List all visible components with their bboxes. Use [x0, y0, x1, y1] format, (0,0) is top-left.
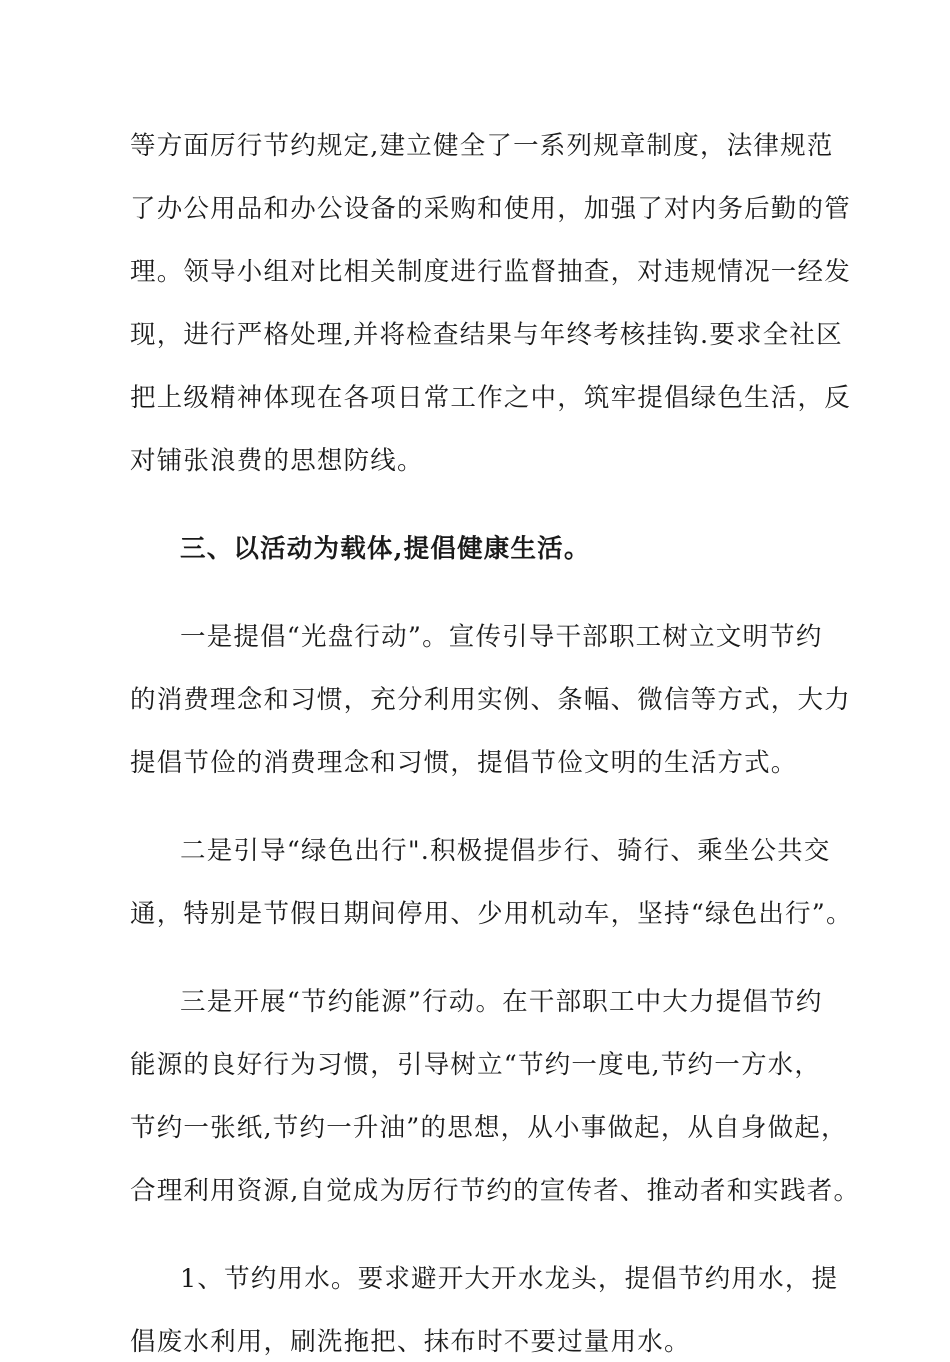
paragraph-line: 三是开展“节约能源”行动。在干部职工中大力提倡节约 [180, 987, 823, 1017]
paragraph-line: 合理利用资源,自觉成为厉行节约的宣传者、推动者和实践者。 [130, 1176, 861, 1206]
paragraph-line: 1、节约用水。要求避开大开水龙头，提倡节约用水，提 [180, 1264, 839, 1294]
paragraph-line: 对铺张浪费的思想防线。 [130, 446, 424, 476]
paragraph-line: 倡废水利用，刷洗拖把、抹布时不要过量用水。 [130, 1327, 691, 1357]
paragraph-line: 节约一张纸,节约一升油”的思想，从小事做起，从自身做起， [130, 1113, 848, 1143]
paragraph-line: 能源的良好行为习惯，引导树立“节约一度电,节约一方水， [130, 1050, 822, 1080]
paragraph-line: 的消费理念和习惯，充分利用实例、条幅、微信等方式，大力 [130, 685, 851, 715]
paragraph-line: 把上级精神体现在各项日常工作之中，筑牢提倡绿色生活，反 [130, 383, 851, 413]
paragraph-line: 二是引导“绿色出行".积极提倡步行、骑行、乘坐公共交 [180, 836, 831, 866]
paragraph-line: 理。领导小组对比相关制度进行监督抽查，对违规情况一经发 [130, 257, 851, 287]
paragraph-line: 了办公用品和办公设备的采购和使用，加强了对内务后勤的管 [130, 194, 851, 224]
paragraph-line: 通，特别是节假日期间停用、少用机动车，坚持“绿色出行”。 [130, 899, 853, 929]
paragraph-line: 等方面厉行节约规定,建立健全了一系列规章制度，法律规范 [130, 131, 834, 161]
paragraph-line: 现，进行严格处理,并将检查结果与年终考核挂钩.要求全社区 [130, 320, 843, 350]
paragraph-line: 提倡节俭的消费理念和习惯，提倡节俭文明的生活方式。 [130, 748, 798, 778]
paragraph-line: 一是提倡“光盘行动”。宣传引导干部职工树立文明节约 [180, 622, 823, 652]
section-heading: 三、以活动为载体,提倡健康生活。 [180, 534, 591, 564]
